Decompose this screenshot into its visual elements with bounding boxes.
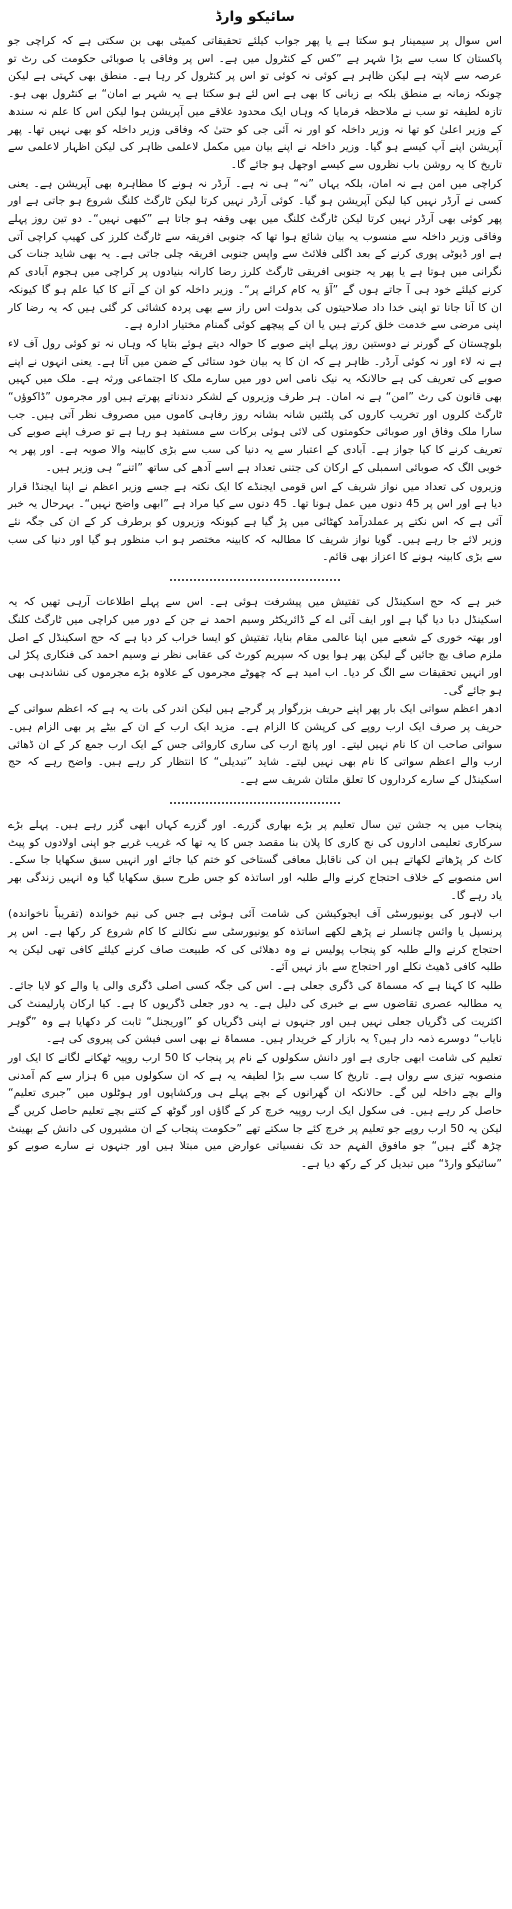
paragraph: وزیروں کی تعداد میں نواز شریف کے اس قومی ایجنڈے کا ایک نکتہ ہے جسے وزیر اعظم نے اپنا ایجنڈا قرار دیا ہے اور اس پر 45 دنوں میں عمل ہونا تھا۔ 45 دنوں سے کیا مراد ہے ”ابھی واضح نہیں“۔ بہرحال یہ خبر آئی ہے کہ اس نکتے پر عملدرآمد کھٹائی میں پڑ گیا ہے کیونکہ وزیروں کو برطرف کر کے ان کی جگہ نئے وزیر لائے جا رہے ہیں۔ گویا نواز شریف کا مطالبہ کہ کابینہ مختصر ہو اب منظور ہو گیا اور دنیا کی سب سے بڑی کابینہ ہونے کا اعزاز بھی قائم۔ bbox=[8, 479, 502, 564]
section-divider bbox=[170, 802, 340, 804]
article-section-2 bbox=[8, 593, 502, 789]
paragraph: ادھر اعظم سواتی ایک بار پھر اپنے حریف بزرگوار پر گرجے ہیں لیکن اندر کی بات یہ ہے کہ اعظم سواتی کے حریف پر صرف ایک ارب روپے کی کرپشن کا الزام ہے۔ مزید ایک ارب کے ان کے بیٹے پر بھی الزام ہیں۔ سواتی صاحب ان کا نام نہیں لیتے۔ اور پانچ ارب کی ساری کاروائی جس کے ایک ارب جمع کر کے ان ڈھائی ارب والے اعظم سواتی کا نام بھی نہیں لیتے۔ شاید ”تبدیلی“ کا انتظار کر رہے ہیں۔ واضح رہے کہ حج اسکینڈل کے سارے کرداروں کا تعلق ملتان شریف سے ہے۔ bbox=[8, 702, 502, 787]
paragraph: پنجاب میں یہ جشن تین سال تعلیم پر بڑے بھاری گزرے۔ اور گزرے کہاں ابھی گزر رہے ہیں۔ پہلے بڑے سرکاری تعلیمی اداروں کی نج کاری کا پلان بنا مقصد جس کا یہ تھا کہ غریب غربے جو اپنی اولادوں کو پیٹ کاٹ کر پڑھاتے لکھاتے ہیں ان کی ناقابل معافی گستاخی کو ختم کیا جائے اور انہیں سبق سکھایا جا سکے۔ اس منصوبے کے خلاف احتجاج کرنے والے طلبہ اور اساتذہ کو جس طرح سبق سکھایا گیا وہ انہیں زندگی بھر یاد رہے گا۔ bbox=[8, 817, 502, 902]
paragraph: اس سوال پر سیمینار ہو سکتا ہے یا پھر جواب کیلئے تحقیقاتی کمیٹی بھی بن سکتی ہے کہ کراچی جو پاکستان کا سب سے بڑا شہر ہے ”کس کے کنٹرول میں ہے۔ اس پر وفاقی یا صوبائی حکومت کی رٹ تو عرصہ سے لاپتہ ہے لیکن ظاہر ہے کوئی نہ کوئی تو اس پر کنٹرول کر رہا ہے۔ منطق بھی کہتی ہے لیکن چونکہ زمانہ بے منطق بلکہ بے زبانی کا بھی ہے اس لئے ہو سکتا ہے یہ شہر بے امان“ بے کنٹرول بھی ہو۔ تازہ لطیفہ تو سب نے ملاحظہ فرمایا کہ وہاں ایک محدود علاقے میں آپریشن ہوا لیکن اس کا علم نہ سندھ کے وزیر اعلیٰ کو تھا نہ وزیر داخلہ کو اور نہ آئی جی کو حتیٰ کہ وفاقی وزیر داخلہ کو بھی نہیں تھا۔ پھر آپریشن اپنے آپ کیسے ہو گیا۔ وزیر داخلہ نے اپنے بیان میں مکمل لاعلمی ظاہر کی لیکن اظہار لاعلمی سے تاریخ کا یہ روشن باب نظروں سے کیسے اوجھل ہو جائے گا۔ bbox=[8, 34, 502, 171]
paragraph: خبر ہے کہ حج اسکینڈل کی تفتیش میں پیشرفت ہوئی ہے۔ اس سے پہلے اطلاعات آرہی تھیں کہ یہ اسکینڈل دبا دیا گیا ہے اور ایف آئی اے کے ڈائریکٹر وسیم احمد نے جن کے دور میں کراچی میں ٹارگٹ کلنگ اور بھتہ خوری کے شعبے میں اپنا عالمی مقام بنایا، تفتیش کو ایسا خراب کر دیا ہے کہ حج اسکینڈل کے اصل ملزم صاف بچ جائیں گے لیکن پھر ہوا یوں کہ سپریم کورٹ کی عقابی نظر نے وسیم احمد کی فنکاری پکڑ لی اور انہیں تحقیقات سے الگ کر دیا۔ اب امید ہے کہ چھوٹے مجرموں کے علاوہ بڑے مجرموں کی نشاندہی بھی ہو جائے گی۔ bbox=[8, 595, 502, 697]
article-section-3 bbox=[8, 816, 502, 1173]
section-divider bbox=[170, 579, 340, 581]
paragraph: بلوچستان کے گورنر نے دوستین روز پہلے اپنے صوبے کا حوالہ دیتے ہوئے بتایا کہ وہاں نہ تو کوئی رول آف لاء ہے نہ لاء اور نہ کوئی آرڈر۔ ظاہر ہے کہ ان کا یہ بیان خود ستائی کے ضمن میں آتا ہے۔ یعنی انہوں نے اپنے صوبے کی تعریف کی ہے حالانکہ یہ نیک نامی اس دور میں سارے ملک کا اجتماعی ورثہ ہے۔ ملک میں کہیں بھی قانون کی رٹ ”امن“ ہے نہ امان۔ ہر طرف وزیروں کے لشکر دندناتے پھرتے ہیں اور مجرموں ”ڈاکوؤں“ ٹارگٹ کلروں اور تخریب کاروں کی پلٹنیں شانہ بشانہ روز رفاہی کاموں میں مصروف نظر آتی ہیں۔ جب سارا ملک وفاق اور صوبائی حکومتوں کی لائی ہوئی برکات سے مستفید ہو رہا ہے تو صرف اپنے صوبے کی تعریف کرنے کا کیا جواز ہے۔ آبادی کے اعتبار سے یہ دنیا کی سب سے بڑی کابینہ والا صوبہ ہے۔ اور پھر یہ خوبی الگ کہ صوبائی اسمبلی کے ارکان کی جتنی تعداد ہے اسے آدھے کی ساتھ ”اتنے“ ہی وزیر ہیں۔ bbox=[8, 336, 502, 474]
paragraph: طلبہ کا کہنا ہے کہ مسماۃ کی ڈگری جعلی ہے۔ اس کی جگہ کسی اصلی ڈگری والی یا والے کو لایا جائے۔ یہ مطالبہ عصری تقاضوں سے بے خبری کی دلیل ہے۔ یہ دور جعلی ڈگریوں کا ہے۔ کیا ارکان پارلیمنٹ کی اکثریت کی ڈگریاں جعلی نہیں ہیں اور جنہوں نے اپنی ڈگریاں کو ”اوریجنل“ ثابت کر دکھایا ہے وہ ”گوہر نایاب“ دوسرے ذمہ دار ہیں؟ یہ بازار کے خریدار ہیں۔ مسماۃ نے بھی اسی فیشن کی پیروی کی ہے۔ bbox=[8, 979, 502, 1046]
paragraph: کراچی میں امن ہے نہ امان، بلکہ یہاں ”نہ“ ہی نہ ہے۔ آرڈر نہ ہونے کا مظاہرہ بھی آپریشن ہے۔ یعنی کسی نے آرڈر نہیں کیا لیکن آپریشن ہو گیا۔ کوئی آرڈر نہیں کرتا لیکن ٹارگٹ کلنگ شروع ہو جاتی ہے اور پھر کوئی بھی آرڈر نہیں کرتا لیکن ٹارگٹ کلنگ میں بھی وقفہ ہو جاتا ہے ”کبھی نہیں“۔ دو تین روز پہلے وفاقی وزیر داخلہ سے منسوب یہ بیان شائع ہوا تھا کہ جنوبی افریقہ سے ٹارگٹ کلرز کی کھیپ کراچی آتی ہے اور ڈیوٹی پوری کرنے کے بعد اگلی فلائٹ سے واپس جنوبی افریقہ چلی جاتی ہے۔ یہ بھی شاید جنات کی نگرانی میں ہوتا ہے یا پھر یہ جنوبی افریقی ٹارگٹ کلرز رضا کارانہ بنیادوں پر کراچی میں ہجوم آبادی کم کرنے کیلئے خود ہی آ جاتے ہوں گے ”آؤ یہ کام کرائے پر“۔ وزیر داخلہ کو ان کے آنے کا کیا علم ہو گا کیونکہ ان کا آنا جانا تو اپنی خدا داد صلاحیتوں کی بدولت اس راز سے بھی پردہ کشائی کر گئی ہیں کہ یہ رضا کار اپنی مرضی سے خدمت خلق کرتے ہیں یا ان کے پیچھے کوئی گمنام مختیار ادارہ ہے۔ bbox=[8, 176, 502, 332]
article-section-1 bbox=[8, 32, 502, 566]
column-title: سائیکو وارڈ bbox=[215, 9, 295, 25]
paragraph: تعلیم کی شامت ابھی جاری ہے اور دانش سکولوں کے نام پر پنجاب کا 50 ارب روپیہ ٹھکانے لگانے کا ایک اور منصوبہ تیزی سے رواں ہے۔ تاریخ کا سب سے بڑا لطیفہ یہ ہے کہ ان سکولوں میں 6 ہزار سے کم آمدنی والے بچے داخلہ لیں گے۔ حالانکہ ان گھرانوں کے بچے پہلے ہی ورکشاپوں اور ہوٹلوں میں ”جبری تعلیم“ حاصل کر رہے ہیں۔ فی سکول ایک ارب روپیہ خرچ کر کے گاؤں اور گوٹھ کے کتنے بچے تعلیم حاصل کریں گے لیکن یہ 50 ارب روپے جو تعلیم پر خرچ کئے جا سکتے تھے ”حکومت پنجاب کے ان مشیروں کی دانش کے بھینٹ چڑھ گئے ہیں“ جو مافوق الفہم حد تک نفسیاتی عوارض میں مبتلا ہیں اور جنہوں نے سارے صوبے کو ”سائیکو وارڈ“ میں تبدیل کر کے رکھ دیا ہے۔ bbox=[8, 1050, 502, 1171]
paragraph: اب لاہور کی یونیورسٹی آف ایجوکیشن کی شامت آئی ہوئی ہے جس کی نیم خواندہ (تقریباً ناخواندہ) پرنسپل یا وائس چانسلر نے پڑھے لکھے اساتذہ کو یونیورسٹی سے نکالنے کا کام شروع کر رکھا ہے۔ اس پر احتجاج کرنے والے طلبہ کو پنجاب پولیس نے وہ دھلائی کی کہ طبیعت صاف کرنے کیلئے کافی تھی لیکن یہ طلبہ کافی ڈھیٹ نکلے اور احتجاج سے باز نہیں آئے۔ bbox=[8, 907, 502, 974]
